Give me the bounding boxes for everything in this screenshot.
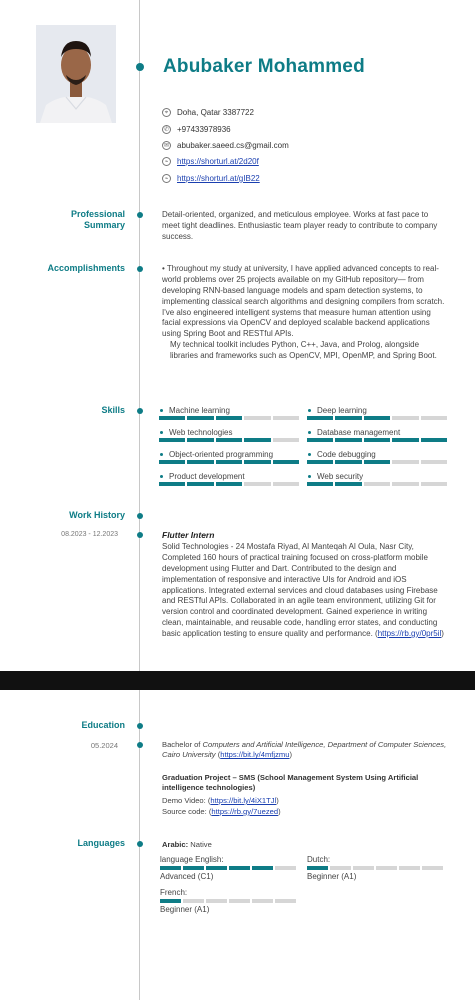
skill-item [159, 450, 299, 464]
skill-level-segment [244, 416, 270, 420]
profile-photo-image [36, 25, 116, 123]
skill-level-segment [364, 482, 390, 486]
skill-level-segment [392, 438, 418, 442]
source-code-line [162, 807, 447, 817]
skill-level-segment [392, 460, 418, 464]
skill-label [159, 450, 299, 459]
skill-level-bar [159, 438, 299, 442]
skill-label [159, 472, 299, 481]
skill-name: Code debugging [317, 450, 376, 459]
language-level-segment [183, 899, 204, 903]
page-separator [0, 671, 475, 690]
bullet-icon [308, 453, 311, 456]
skill-level-segment [421, 482, 447, 486]
language-level-text: Beginner (A1) [307, 872, 357, 881]
location-pin-icon: ⌖ [162, 108, 171, 117]
language-item [307, 855, 447, 881]
link-icon: ⌁ [162, 157, 171, 166]
skill-level-bar [307, 460, 447, 464]
skill-item [307, 428, 447, 442]
phone-icon: ✆ [163, 126, 170, 133]
languages-dot [137, 841, 143, 847]
skill-label [307, 450, 447, 459]
profile-photo [36, 25, 116, 123]
skill-level-bar [307, 438, 447, 442]
work-text-close: ) [441, 629, 444, 638]
skill-level-segment [216, 416, 242, 420]
contact-link-1 [162, 157, 259, 166]
accomplishments-paragraph-1: • Throughout my study at university, I have applied advanced concepts to real-world problems over 25 projects available on my GitHub repository— from developing RNN-based language models and spam detection systems, to implementing classical search algorithms and designing compilers from scratch. I've also engineered intelligent systems that measure human attention using facial expressions via OpenCV and deployed scalable backend applications using Spring Boot and RESTful APIs. [162, 264, 445, 339]
skill-level-segment [187, 482, 213, 486]
language-level-segment [160, 866, 181, 870]
skill-item [307, 450, 447, 464]
skill-level-segment [364, 416, 390, 420]
skill-level-segment [273, 482, 299, 486]
native-language-value: Native [190, 840, 212, 849]
language-level-segment [275, 866, 296, 870]
skill-level-segment [159, 416, 185, 420]
degree-close: ) [289, 750, 292, 760]
skill-level-segment [335, 438, 361, 442]
skill-level-segment [421, 438, 447, 442]
language-level-text: Beginner (A1) [160, 905, 210, 914]
skill-level-bar [307, 482, 447, 486]
skill-name: Web security [317, 472, 364, 481]
contact-link-2 [162, 174, 260, 183]
source-code-link[interactable]: https://rb.gy/7uezed [211, 807, 279, 816]
skill-level-segment [187, 438, 213, 442]
native-language-line [162, 840, 447, 850]
degree-prefix: Bachelor of [162, 740, 203, 749]
contact-phone [162, 125, 231, 134]
degree-link[interactable]: https://bit.ly/4mfjzmu [220, 750, 290, 760]
skills-dot [137, 408, 143, 414]
skill-level-segment [364, 460, 390, 464]
skill-level-segment [307, 460, 333, 464]
contact-email [162, 141, 289, 150]
work-entry-dot [137, 532, 143, 538]
skill-name: Machine learning [169, 406, 230, 415]
section-title-education: Education [81, 720, 125, 730]
phone-text: +97433978936 [177, 125, 231, 134]
language-level-segment [252, 899, 273, 903]
skill-level-segment [244, 482, 270, 486]
skill-level-segment [335, 416, 361, 420]
work-description [162, 542, 447, 640]
skill-level-segment [364, 438, 390, 442]
demo-video-link[interactable]: https://bit.ly/4iX1TJl [210, 796, 277, 805]
contact-location [162, 108, 254, 117]
skill-item [159, 428, 299, 442]
demo-close: ) [276, 796, 279, 805]
portfolio-link-1[interactable]: https://shorturl.at/2d20f [177, 157, 259, 166]
language-level-bar [160, 866, 300, 870]
skill-level-segment [187, 416, 213, 420]
skill-level-segment [335, 482, 361, 486]
work-dot [137, 513, 143, 519]
accomplishments-dot [137, 266, 143, 272]
source-label: Source code: ( [162, 807, 212, 816]
skill-level-segment [159, 438, 185, 442]
skill-item [307, 406, 447, 420]
language-level-segment [399, 866, 420, 870]
skill-level-segment [307, 416, 333, 420]
skill-level-bar [159, 482, 299, 486]
language-level-segment [307, 866, 328, 870]
language-level-segment [376, 866, 397, 870]
summary-text: Detail-oriented, organized, and meticulous employee. Works at fast pace to meet tight deadlines. Enthusiastic team player ready to contribute to company success. [162, 210, 438, 241]
language-item [160, 855, 300, 881]
skill-label [307, 428, 447, 437]
skill-level-segment [159, 482, 185, 486]
work-text: Solid Technologies - 24 Mostafa Riyad, Al Manteqah Al Oula, Nasr City, Completed 160 hours of practical training focused on cross-platform mobile development using Flutter and Dart. Contributed to the design and implementation of responsive and interactive UIs for Android and iOS applications. Integrated external services and cloud databases using Firebase and RESTful APIs. Collaborated in an agile team environment, utilizing Git for version control and coordinated development. Gained experience in writing clean, maintainable, and reusable code, handling error states, and conducting basic application testing to ensure quality and performance. ( [162, 542, 438, 638]
skill-level-segment [244, 438, 270, 442]
language-level-segment [353, 866, 374, 870]
skill-name: Product development [169, 472, 245, 481]
skill-name: Web technologies [169, 428, 233, 437]
skill-label [159, 428, 299, 437]
language-level-bar [160, 899, 300, 903]
skill-level-segment [335, 460, 361, 464]
language-level-segment [160, 899, 181, 903]
source-close: ) [278, 807, 281, 816]
language-level-segment [206, 899, 227, 903]
bullet-icon [160, 453, 163, 456]
degree-name: Computers and Artificial Intelligence, Department of Computer Sciences, Cairo University [162, 740, 447, 760]
language-level-bar [307, 866, 447, 870]
education-entry-dot [137, 742, 143, 748]
skill-level-segment [421, 416, 447, 420]
language-name: language English: [160, 855, 224, 864]
bullet-icon [160, 475, 163, 478]
skill-level-segment [273, 416, 299, 420]
timeline-line [139, 0, 140, 671]
skill-item [307, 472, 447, 486]
email-text: abubaker.saeed.cs@gmail.com [177, 141, 289, 150]
job-title: Flutter Intern [162, 530, 215, 540]
section-title-summary: Professional Summary [70, 209, 125, 231]
skill-level-segment [216, 438, 242, 442]
language-name: French: [160, 888, 188, 897]
language-level-text: Advanced (C1) [160, 872, 214, 881]
section-title-accomplishments: Accomplishments [47, 263, 125, 273]
bullet-icon [308, 409, 311, 412]
skill-level-bar [159, 416, 299, 420]
email-icon: ✉ [163, 142, 170, 149]
skill-item [159, 406, 299, 420]
degree-line [162, 740, 447, 761]
skill-label [307, 406, 447, 415]
bullet-icon [308, 475, 311, 478]
skill-level-segment [273, 438, 299, 442]
work-project-link[interactable]: https://rb.gy/0pr5il [377, 629, 442, 638]
work-date: 08.2023 - 12.2023 [61, 531, 118, 538]
skill-label [159, 406, 299, 415]
skill-name: Object-oriented programming [169, 450, 274, 459]
skill-level-segment [187, 460, 213, 464]
skill-level-segment [392, 482, 418, 486]
education-date: 05.2024 [90, 741, 118, 750]
bullet-icon [160, 409, 163, 412]
bullet-icon [160, 431, 163, 434]
native-language-label: Arabic: [162, 840, 189, 849]
skill-level-segment [307, 438, 333, 442]
skill-level-segment [392, 416, 418, 420]
summary-dot [137, 212, 143, 218]
location-text: Doha, Qatar 3387722 [177, 108, 254, 117]
language-level-segment [229, 866, 250, 870]
language-level-segment [330, 866, 351, 870]
skill-item [159, 472, 299, 486]
link-icon: ⌁ [162, 174, 171, 183]
demo-video-line [162, 796, 447, 806]
language-level-segment [183, 866, 204, 870]
language-level-segment [206, 866, 227, 870]
project-title: Graduation Project – SMS (School Management System Using Artificial intelligence technologies) [162, 773, 419, 793]
language-name: Dutch: [307, 855, 331, 864]
portfolio-link-2[interactable]: https://shorturl.at/gIB22 [177, 174, 260, 183]
skill-level-segment [216, 460, 242, 464]
skill-level-bar [307, 416, 447, 420]
accomplishments-paragraph-2: My technical toolkit includes Python, C++, Java, and Prolog, alongside libraries and frameworks such as OpenCV, MPI, OpenMP, and Spring Boot. [170, 340, 437, 360]
section-title-skills: Skills [101, 405, 125, 415]
name-dot [136, 63, 144, 71]
section-title-work: Work History [69, 510, 125, 520]
skill-label [307, 472, 447, 481]
resume-page-2 [0, 690, 475, 1000]
section-title-languages: Languages [77, 838, 125, 848]
demo-label: Demo Video: ( [162, 796, 211, 805]
language-level-segment [229, 899, 250, 903]
skill-level-segment [421, 460, 447, 464]
education-dot [137, 723, 143, 729]
language-level-segment [252, 866, 273, 870]
language-level-segment [422, 866, 443, 870]
skill-level-segment [273, 460, 299, 464]
skill-name: Deep learning [317, 406, 367, 415]
skill-name: Database management [317, 428, 401, 437]
skill-level-segment [216, 482, 242, 486]
accomplishments-text [162, 264, 447, 362]
skill-level-segment [159, 460, 185, 464]
skill-level-bar [159, 460, 299, 464]
bullet-icon [308, 431, 311, 434]
language-item [160, 888, 300, 914]
degree-open: ( [215, 750, 221, 760]
skill-level-segment [307, 482, 333, 486]
skill-level-segment [244, 460, 270, 464]
person-name: Abubaker Mohammed [163, 56, 365, 77]
language-level-segment [275, 899, 296, 903]
